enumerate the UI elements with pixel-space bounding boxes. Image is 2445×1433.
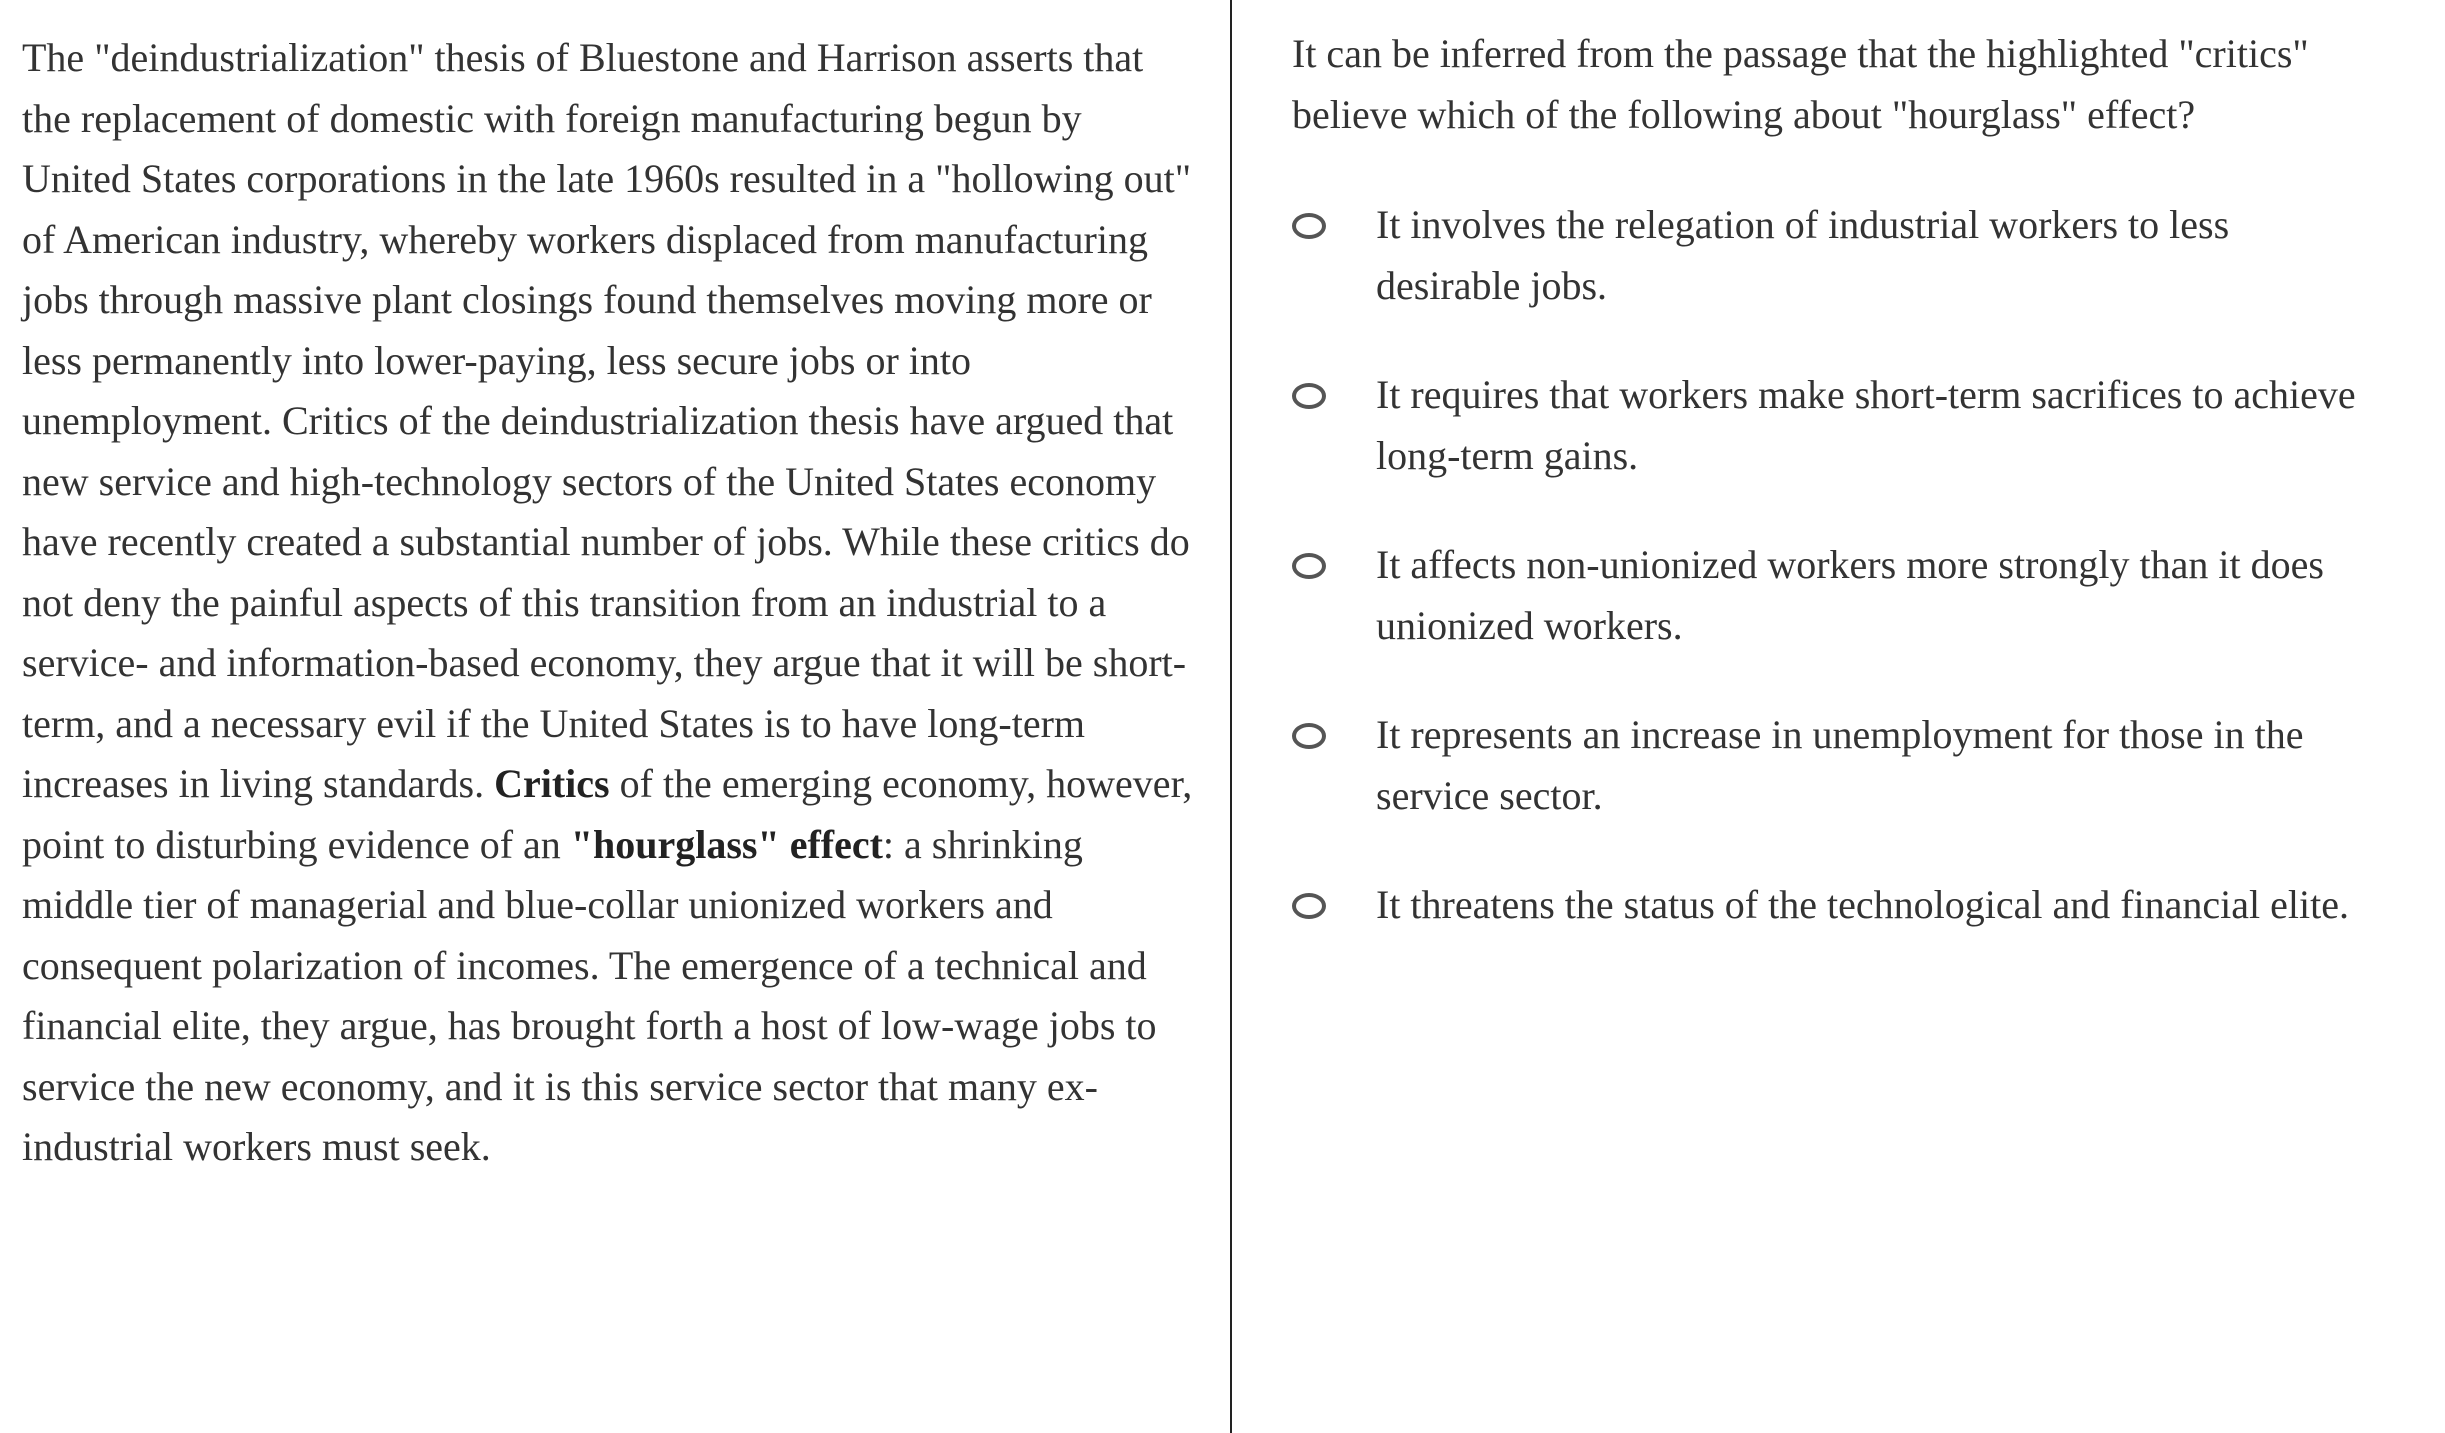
passage-text xyxy=(22,28,1194,1178)
radio-button-icon[interactable] xyxy=(1292,553,1326,579)
question-stem: It can be inferred from the passage that the highlighted "critics" believe which of the following about "hourglass" effect? xyxy=(1292,31,2309,137)
question-pane xyxy=(1232,0,2445,1433)
radio-button-icon[interactable] xyxy=(1292,383,1326,409)
radio-button-icon[interactable] xyxy=(1292,893,1326,919)
highlighted-critics: Critics xyxy=(494,761,610,806)
answer-option-label: It threatens the status of the technological and financial elite. xyxy=(1376,882,2349,927)
answer-option-d[interactable] xyxy=(1292,705,2415,826)
answer-option-a[interactable] xyxy=(1292,195,2415,316)
answer-option-label: It involves the relegation of industrial workers to less desirable jobs. xyxy=(1376,202,2230,308)
answer-option-label: It represents an increase in unemployment for those in the service sector. xyxy=(1376,712,2304,818)
answer-option-e[interactable] xyxy=(1292,875,2415,936)
passage-part-1: The "deindustrialization" thesis of Bluestone and Harrison asserts that the replacement of domestic with foreign manufacturing begun by United States corporations in the late 1960s resulted in a "hollowing out" of American industry, whereby workers displaced from manufacturing jobs through massive plant closings found themselves moving more or less permanently into lower-paying, less secure jobs or into unemployment. Critics of the deindustrialization thesis have argued that new service and high-technology sectors of the United States economy have recently created a substantial number of jobs. While these critics do not deny the painful aspects of this transition from an industrial to a service- and information-based economy, they argue that it will be short-term, and a necessary evil if the United States is to have long-term increases in living standards. xyxy=(22,35,1192,806)
answer-option-b[interactable] xyxy=(1292,365,2415,486)
passage-part-2: of the emerging economy, however, point to disturbing evidence of an xyxy=(22,761,1193,867)
radio-button-icon[interactable] xyxy=(1292,723,1326,749)
answer-option-label: It requires that workers make short-term sacrifices to achieve long-term gains. xyxy=(1376,372,2356,478)
answer-option-c[interactable] xyxy=(1292,535,2415,656)
answer-options xyxy=(1292,195,2415,936)
highlighted-hourglass-effect: "hourglass" effect xyxy=(570,821,883,867)
radio-button-icon[interactable] xyxy=(1292,213,1326,239)
answer-option-label: It affects non-unionized workers more strongly than it does unionized workers. xyxy=(1376,542,2324,648)
passage-part-3: : a shrinking middle tier of managerial and blue-collar unionized workers and consequent polarization of incomes. The emergence of a technical and financial elite, they argue, has brought forth a host of low-wage jobs to service the new economy, and it is this service sector that many ex-industrial workers must seek. xyxy=(22,821,1157,1169)
